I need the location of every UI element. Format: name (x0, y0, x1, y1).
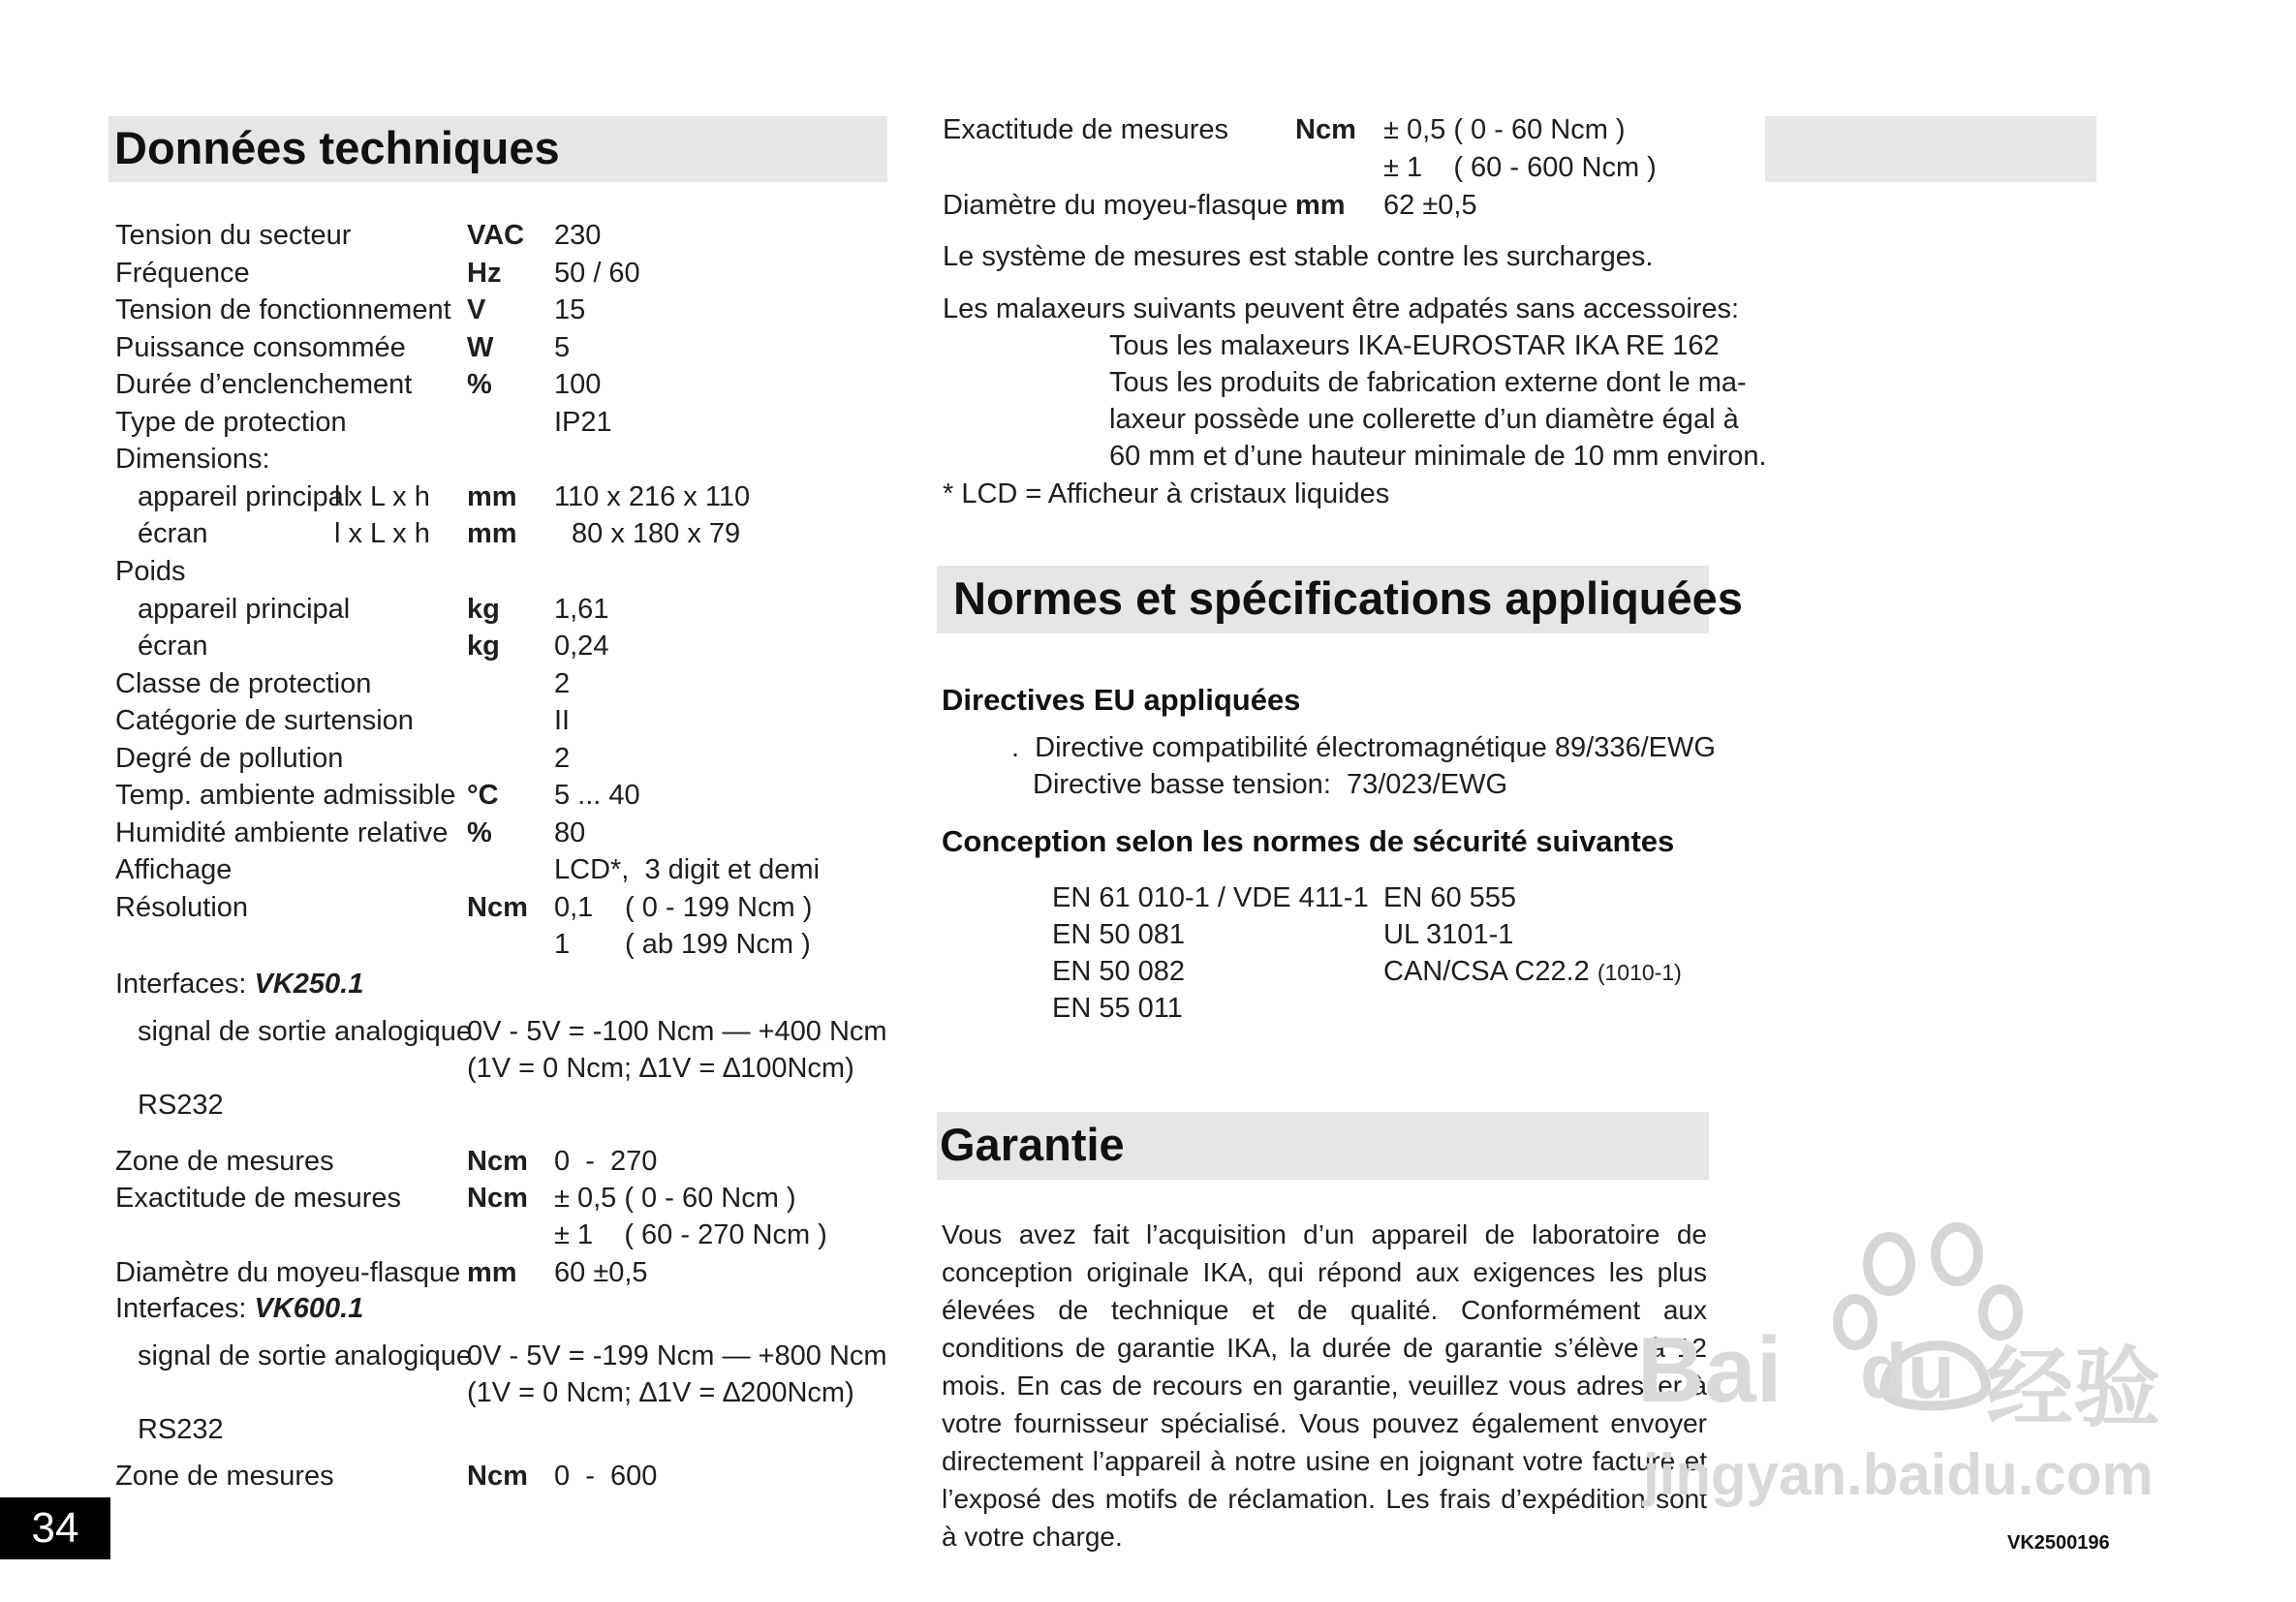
vk600-model: VK600.1 (254, 1293, 364, 1324)
spec-unit: VAC (467, 220, 525, 251)
norm-7-text: CAN/CSA C22.2 (1383, 956, 1598, 987)
directive-emc: . Directive compatibilité électromagnétique 89/336/EWG (1011, 732, 1716, 763)
spec-value: 0,24 (554, 631, 609, 662)
spec-label: Temp. ambiente admissible (115, 780, 456, 812)
vk250-interfaces-text: Interfaces: (115, 969, 255, 1000)
spec-value: 5 (554, 331, 571, 363)
r-diam-unit: mm (1295, 190, 1346, 221)
spec-value: II (554, 705, 571, 737)
vk600-zone-label: Zone de mesures (115, 1461, 334, 1492)
spec-unit: % (467, 369, 492, 401)
norm-6: UL 3101-1 (1383, 919, 1514, 950)
spec-unit: °C (467, 780, 499, 812)
spec-value: 15 (554, 294, 586, 326)
garantie-paragraph: Vous avez fait l’acquisition d’un appareil de laboratoire de conception originale IKA, qui répond aux exigences les plus élevées de technique et de qualité. Conformément aux conditions de garantie IKA, la durée de garantie s’élève à 12 mois. En cas de recours en garantie, veuillez vous adresser à votre fournisseur spécialisé. Vous pouvez également envoyer directement l’appareil à notre usine en joignant votre facture et l’exposé des motifs de réclamation. Les frais d’expédition sont à votre charge. (942, 1219, 1707, 1552)
vk600-analog-label: signal de sortie analogique (138, 1340, 473, 1371)
r-diam-value: 62 ±0,5 (1383, 190, 1477, 221)
directives-title: Directives EU appliquées (942, 683, 1301, 717)
vk250-zone-value: 0 - 270 (554, 1146, 658, 1177)
spec-unit: kg (467, 593, 500, 625)
spec-value: IP21 (554, 406, 612, 438)
spec-label: Affichage (115, 854, 233, 886)
spec-label: Poids (115, 555, 186, 587)
mixers-line-3: laxeur possède une collerette d’un diamètre égal à (1109, 404, 1739, 435)
spec-value: 1 (554, 929, 571, 961)
spec-label: Tension du secteur (115, 220, 352, 251)
section-title-normes: Normes et spécifications appliquées (953, 572, 1743, 624)
r-exact-v2: ± 1 ( 60 - 600 Ncm ) (1383, 152, 1657, 183)
vk250-exact-v1: ± 0,5 ( 0 - 60 Ncm ) (554, 1183, 796, 1214)
norm-1: EN 61 010-1 / VDE 411-1 (1052, 882, 1369, 913)
spec-value: 230 (554, 220, 602, 251)
spec-value: 50 / 60 (554, 257, 640, 289)
spec-label: Degré de pollution (115, 742, 344, 774)
lcd-footnote: * LCD = Afficheur à cristaux liquides (943, 478, 1390, 509)
directive-low-voltage: Directive basse tension: 73/023/EWG (1033, 769, 1508, 800)
r-exact-v1: ± 0,5 ( 0 - 60 Ncm ) (1383, 114, 1626, 145)
vk250-exact-v2: ± 1 ( 60 - 270 Ncm ) (554, 1219, 827, 1250)
spec-label: Durée d’enclenchement (115, 369, 413, 401)
watermark-bai: Bai (1637, 1318, 1783, 1422)
spec-label: Type de protection (115, 406, 347, 438)
vk250-zone-unit: Ncm (467, 1146, 528, 1177)
vk250-diam-unit: mm (467, 1257, 517, 1288)
vk250-exact-unit: Ncm (467, 1183, 528, 1214)
mixers-line-2: Tous les produits de fabrication externe dont le ma- (1109, 367, 1747, 398)
r-exact-label: Exactitude de mesures (943, 114, 1228, 145)
vk250-analog-line2: (1V = 0 Ncm; ∆1V = ∆100Ncm) (467, 1053, 854, 1084)
section-title-donnees: Données techniques (114, 122, 560, 173)
vk600-analog-line1: 0V - 5V = -199 Ncm — +800 Ncm (467, 1340, 887, 1371)
spec-label: Puissance consommée (115, 331, 406, 363)
mixers-intro: Les malaxeurs suivants peuvent être adpatés sans accessoires: (943, 293, 1740, 324)
norm-3: EN 50 082 (1052, 956, 1186, 987)
vk250-analog-line1: 0V - 5V = -100 Ncm — +400 Ncm (467, 1016, 887, 1047)
spec-unit: mm (467, 518, 517, 550)
spec-unit: V (467, 294, 486, 326)
r-exact-unit: Ncm (1295, 114, 1356, 145)
vk250-exact-label: Exactitude de mesures (115, 1183, 401, 1214)
spec-label: écran (138, 631, 208, 662)
spec-label: appareil principal (138, 480, 351, 512)
spec-value: 2 (554, 667, 571, 699)
vk600-zone-value: 0 - 600 (554, 1461, 658, 1492)
spec-unit: kg (467, 631, 500, 662)
section-title-garantie: Garantie (940, 1119, 1125, 1170)
spec-value: 100 (554, 369, 602, 401)
page-number: 34 (31, 1504, 79, 1552)
spec-range: ( 0 - 199 Ncm ) (625, 891, 813, 923)
vk600-interfaces-text: Interfaces: (115, 1293, 255, 1324)
vk600-rs232: RS232 (138, 1414, 224, 1445)
spec-unit: Ncm (467, 891, 528, 923)
stable-note: Le système de mesures est stable contre les surcharges. (943, 241, 1654, 272)
norm-2: EN 50 081 (1052, 919, 1186, 950)
vk250-diam-value: 60 ±0,5 (554, 1257, 648, 1288)
spec-dimension-hint: l x L x h (334, 480, 430, 512)
spec-value: 2 (554, 742, 571, 774)
spec-label: Classe de protection (115, 667, 372, 699)
spec-unit: W (467, 331, 494, 363)
spec-unit: Hz (467, 257, 502, 289)
vk600-analog-line2: (1V = 0 Ncm; ∆1V = ∆200Ncm) (467, 1377, 854, 1408)
vk250-model: VK250.1 (254, 969, 364, 1000)
spec-label: appareil principal (138, 593, 351, 625)
document-code: VK2500196 (2007, 1532, 2110, 1554)
spec-label: Catégorie de surtension (115, 705, 414, 737)
vk250-analog-label: signal de sortie analogique (138, 1016, 473, 1047)
watermark-du: du (1860, 1328, 1955, 1414)
norm-7 (1383, 954, 1682, 990)
spec-range: ( ab 199 Ncm ) (625, 929, 811, 961)
spec-label: Humidité ambiente relative (115, 816, 449, 848)
spec-value: 110 x 216 x 110 (554, 480, 751, 512)
watermark-cn: 经验 (1986, 1340, 2160, 1437)
spec-unit: % (467, 816, 492, 848)
spec-label: écran (138, 518, 208, 550)
spec-value: LCD*, 3 digit et demi (554, 854, 821, 886)
vk250-rs232: RS232 (138, 1090, 224, 1121)
spec-label: Résolution (115, 891, 249, 923)
spec-label: Dimensions: (115, 444, 270, 476)
mixers-line-4: 60 mm et d’une hauteur minimale de 10 mm environ. (1109, 441, 1767, 472)
r-diam-label: Diamètre du moyeu-flasque (943, 190, 1288, 221)
norm-5: EN 60 555 (1383, 882, 1517, 913)
vk250-interfaces-label (115, 967, 363, 1001)
vk600-interfaces-label (115, 1291, 363, 1326)
right-empty-bar (1765, 116, 2096, 182)
conception-title: Conception selon les normes de sécurité suivantes (942, 824, 1675, 858)
norm-4: EN 55 011 (1052, 993, 1183, 1024)
spec-value: 80 (554, 816, 586, 848)
vk250-diam-label: Diamètre du moyeu-flasque (115, 1257, 461, 1288)
baidu-watermark (1637, 1220, 2180, 1530)
spec-label: Tension de fonctionnement (115, 294, 451, 326)
vk250-zone-label: Zone de mesures (115, 1146, 334, 1177)
spec-dimension-hint: l x L x h (334, 518, 430, 550)
spec-value: 80 x 180 x 79 (572, 518, 741, 550)
spec-value: 1,61 (554, 593, 609, 625)
mixers-line-1: Tous les malaxeurs IKA-EUROSTAR IKA RE 162 (1109, 330, 1720, 361)
spec-label: Fréquence (115, 257, 250, 289)
watermark-url: jingyan.baidu.com (1643, 1442, 2154, 1507)
norm-7-suffix: (1010-1) (1597, 960, 1682, 985)
vk600-zone-unit: Ncm (467, 1461, 528, 1492)
spec-unit: mm (467, 480, 517, 512)
spec-value: 5 ... 40 (554, 780, 640, 812)
spec-value: 0,1 (554, 891, 594, 923)
